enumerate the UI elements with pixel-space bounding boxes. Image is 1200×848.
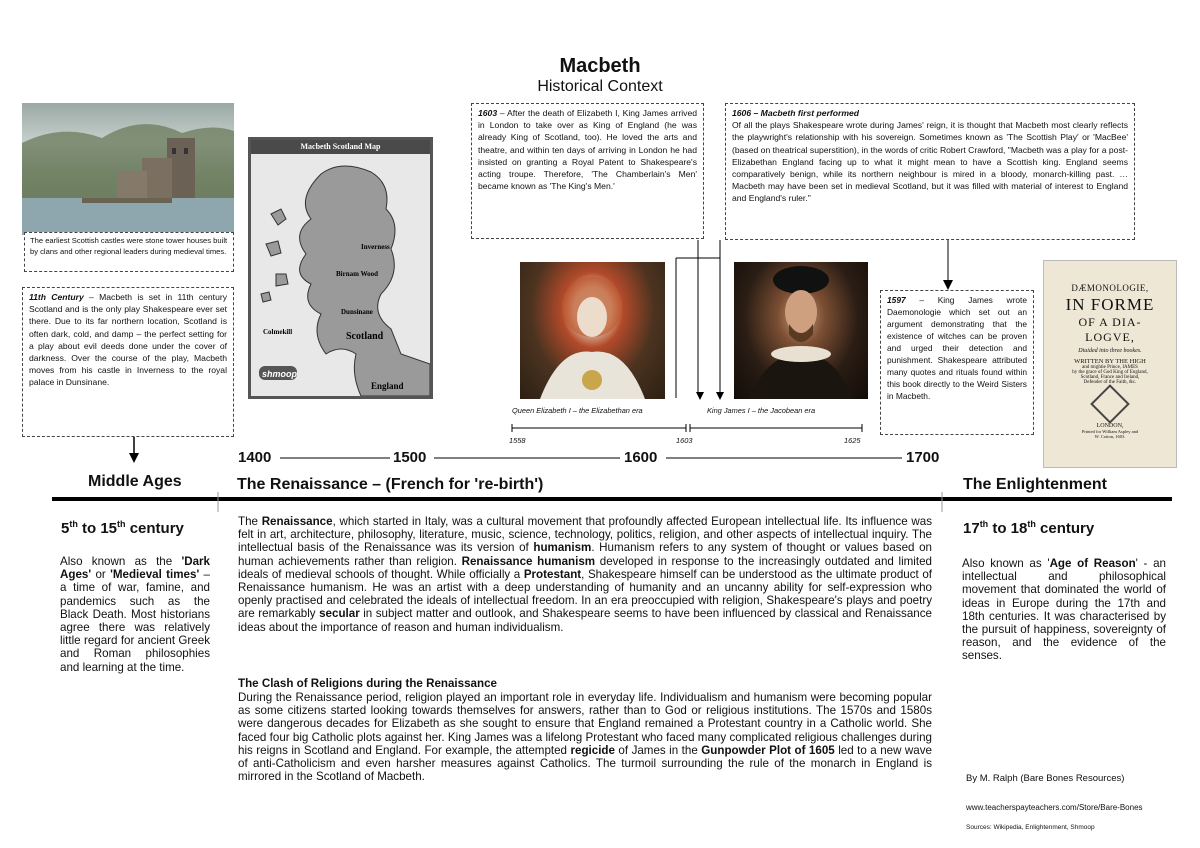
- shmoop-logo: shmoop: [262, 369, 297, 379]
- map-label-dunsinane: Dunsinane: [341, 308, 373, 316]
- map-title: Macbeth Scotland Map: [251, 140, 430, 154]
- clash-heading: The Clash of Religions during the Renaissance: [238, 677, 497, 690]
- enlightenment-century: 17th to 18th century: [963, 519, 1095, 537]
- page-subtitle: Historical Context: [537, 78, 663, 95]
- box-1603-date: 1603: [478, 108, 498, 118]
- book-line-11: LONDON,: [1096, 423, 1124, 429]
- james-portrait: [734, 262, 868, 399]
- book-line-1: DÆMONOLOGIE,: [1071, 283, 1149, 293]
- map-label-birnam: Birnam Wood: [336, 270, 379, 278]
- book-line-3: OF A DIA-: [1078, 315, 1142, 329]
- box-1606-text: Of all the plays Shakespeare wrote during James' reign, it is thought that Macbeth most clearly reflects the playwright's relationship with his sovereign. Sometimes known as 'The Scottish Play' or 'MacBee' (based on theatrical superstition), in the words of critic Robert Crawford, "Macbeth was a play for a post-Elizabethan England facing up to what it might mean to have a Scottish king. England seems comparatively benign, while its northern neighbour is mired in a bloody, monarch-killing past. … Macbeth may have been set in medieval Scotland, but it was filled with material of interest to England and England's ruler.": [732, 120, 1128, 204]
- box-11th-date: 11th Century: [29, 292, 84, 302]
- box-1597-date: 1597: [887, 295, 906, 305]
- year-1400: 1400: [238, 449, 272, 466]
- elizabeth-caption: Queen Elizabeth I – the Elizabethan era: [512, 406, 643, 415]
- book-line-2: IN FORME: [1065, 295, 1155, 314]
- credit-author: By M. Ralph (Bare Bones Resources): [966, 773, 1125, 784]
- year-1600: 1600: [624, 449, 658, 466]
- book-line-8: by the grace of God King of England,: [1072, 370, 1148, 375]
- credit-url[interactable]: www.teacherspayteachers.com/Store/Bare-Bones: [966, 803, 1143, 812]
- book-line-12: Printed for William Aspley and: [1081, 429, 1139, 434]
- book-line-5: Diuided into three bookes.: [1078, 348, 1142, 354]
- heading-enlightenment: The Enlightenment: [963, 476, 1107, 493]
- heading-middle-ages: Middle Ages: [88, 473, 182, 490]
- box-1606-date: 1606 – Macbeth first performed: [732, 108, 860, 118]
- box-11th-text: – Macbeth is set in 11th century Scotland and is the only play Shakespeare ever set there. Due to its far northern location, Scotland is often dark, cold, and damp – the perfect setting for a play about evil deeds done under the cover of darkness. Over the course of the play, Macbeth moves from his castle in Inverness to the royal palace in Dunsinane.: [29, 292, 228, 388]
- middle-ages-century: 5th to 15th century: [61, 519, 184, 537]
- elizabeth-portrait: [520, 262, 665, 399]
- box-1597: [880, 290, 1034, 435]
- castle-caption: The earliest Scottish castles were stone tower houses built by clans and other regional leaders during medieval times.: [24, 232, 234, 272]
- book-line-7: and mightie Prince, IAMES: [1082, 365, 1138, 370]
- reign-year-1558: 1558: [509, 436, 526, 445]
- book-line-6: WRITTEN BY THE HIGH: [1074, 358, 1146, 365]
- map-label-england: England: [371, 381, 404, 391]
- book-line-13: W. Cotton, 1603.: [1094, 434, 1126, 439]
- clash-text: During the Renaissance period, religion played an important role in everyday life. Individualism and humanism were becoming popular as some citizens started looking towards themselves for answers, rather than to God or religious institutions. The 1570s and 1580s were dangerous decades for Elizabeth as she sought to ensure that England remained a Protestant country in a Catholic world. She faced four big Catholic plots against her. King James was a lifelong Protestant who faced many complicated religious challenges during his reigns in Scotland and England. For example, the attempted regicide of James in the Gunpowder Plot of 1605 led to a new wave of anti-Catholicism and even harsher measures against Catholics. The turmoil surrounding the rule of the monarch in England is mirrored in the Scotland of Macbeth.: [238, 691, 932, 784]
- box-1597-text: – King James wrote Daemonologie which set out an argument demonstrating that the existence of witches can be proven and urged their detection and punishment. Shakespeare attributed many quotes and rituals found within this book directly to the Weird Sisters in Macbeth.: [887, 295, 1027, 401]
- page-title: Macbeth: [559, 55, 641, 77]
- map-label-inverness: Inverness: [361, 243, 390, 251]
- heading-renaissance: The Renaissance – (French for 're-birth'): [237, 476, 544, 493]
- book-line-9: Scotland, France and Ireland,: [1080, 375, 1140, 380]
- year-1500: 1500: [393, 449, 427, 466]
- james-caption: King James I – the Jacobean era: [707, 406, 816, 415]
- renaissance-text: The Renaissance, which started in Italy, was a cultural movement that profoundly affected European intellectual life. Its influence was felt in art, architecture, philosophy, literature, music, science, technology, politics, religion, and other aspects of intellectual inquiry. The intellectual basis of the Renaissance was its version of humanism. Humanism refers to any system of thought or values based on human achievements rather than religion. Renaissance humanism developed in response to the increasingly outdated and limited ideals of medieval schools of thought. While officially a Protestant, Shakespeare himself can be understood as the ultimate product of Renaissance humanism. He was an artist with a deep understanding of humanity and an uncanny ability for self-expression who openly practised and celebrated the ideals of intellectual freedom. In an era preoccupied with religion, Shakespeare's plays and poetry are remarkably secular in subject matter and outlook, and Shakespeare seems to have been influenced by classical and Renaissance ideas about the importance of reason and human individualism.: [238, 515, 932, 634]
- daemonologie-title-page: [1043, 260, 1177, 468]
- year-1700: 1700: [906, 449, 940, 466]
- reign-year-1625: 1625: [844, 436, 861, 445]
- reign-year-1603: 1603: [676, 436, 693, 445]
- book-line-4: LOGVE,: [1085, 330, 1135, 344]
- middle-ages-text: Also known as the 'Dark Ages' or 'Medieval times' – a time of war, famine, and pandemics such as the Black Death. Most historians agree there was relatively little regard for ancient Greek and Roman philosophies and learning at the time.: [60, 555, 210, 674]
- map-label-scotland: Scotland: [346, 331, 384, 342]
- box-1603-text: – After the death of Elizabeth I, King James arrived in London to take over as King of England (he was already King of Scotland, too). He loved the arts and theatre, and within ten days of arriving in London he had insisted on granting a Royal Patent to Shakespeare's acting troupe. Therefore, 'The Chamberlain's Men' became known as 'The King's Men.': [478, 108, 697, 192]
- credit-sources: Sources: Wikipedia, Enlightenment, Shmoop: [966, 824, 1095, 831]
- book-ornament: [1090, 384, 1130, 424]
- book-line-10: Defender of the Faith, &c.: [1083, 380, 1137, 385]
- enlightenment-text: Also known as 'Age of Reason' - an intellectual and philosophical movement that dominated the world of ideas in Europe during the 17th and 18th centuries. It was characterised by the pursuit of happiness, sovereignty of reason, and the evidence of the senses.: [962, 557, 1166, 663]
- map-label-colmekill: Colmekill: [263, 328, 293, 336]
